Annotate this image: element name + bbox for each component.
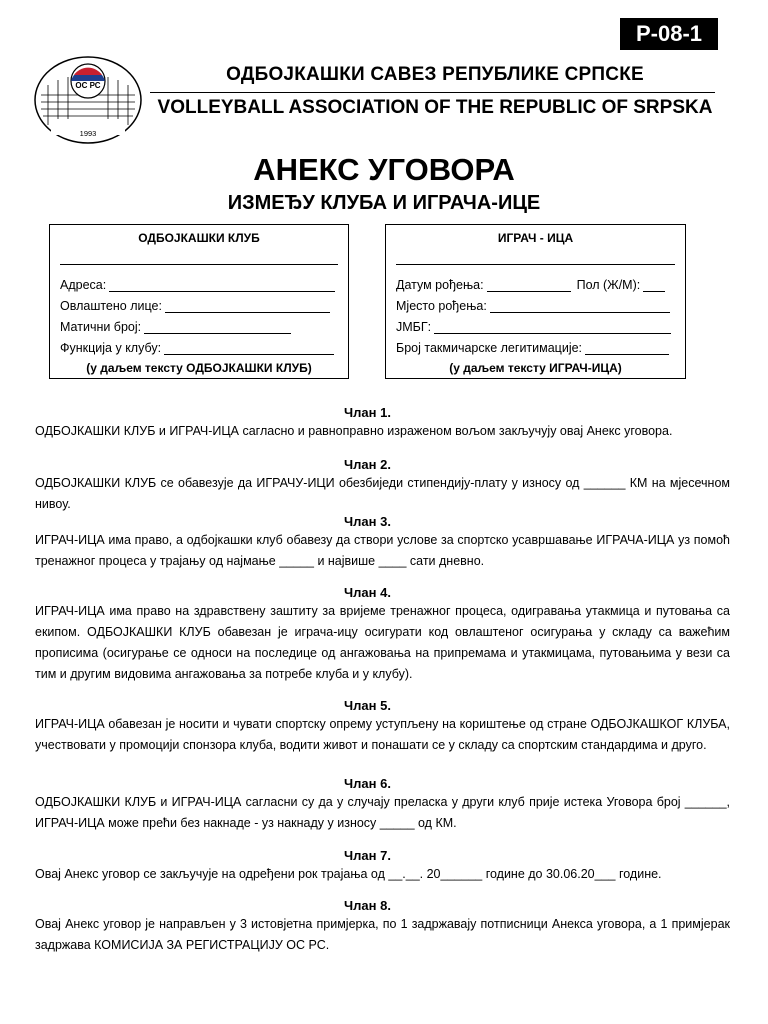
org-name-english: VOLLEYBALL ASSOCIATION OF THE REPUBLIC OF SRPSKA <box>157 97 713 118</box>
article-text: ИГРАЧ-ИЦА обавезан је носити и чувати спортску опрему уступљену на кориштење од стране ОДБОЈКАШКОГ КЛУБА, учествовати у промоцији спонзора клуба, водити живот и понашати се у складу са спортским стандардима и друго. <box>35 717 730 752</box>
club-authorized-person-label: Овлаштено лице: <box>60 299 162 313</box>
logo-year: 1993 <box>79 129 97 138</box>
document-subtitle: ИЗМЕЂУ КЛУБА И ИГРАЧА-ИЦЕ <box>227 192 541 214</box>
player-license-number-label: Број такмичарске легитимације: <box>396 341 583 355</box>
club-name-field[interactable] <box>60 246 338 265</box>
club-address-label: Адреса: <box>60 278 107 292</box>
header-divider <box>150 92 715 93</box>
article-heading: Члан 8. <box>344 898 391 913</box>
club-function-label: Функција у клубу: <box>60 341 162 355</box>
association-logo <box>33 55 143 145</box>
club-box-heading: ОДБОЈКАШКИ КЛУБ <box>138 231 260 245</box>
article-text: ОДБОЈКАШКИ КЛУБ и ИГРАЧ-ИЦА сагласно и равноправно израженом вољом закључују овај Анекс уговора. <box>35 424 673 438</box>
article-heading: Члан 2. <box>344 457 391 472</box>
article-text: ОДБОЈКАШКИ КЛУБ и ИГРАЧ-ИЦА сагласни су да у случају преласка у други клуб прије истека Уговора број ______, ИГРАЧ-ИЦА може прећи без накнаде - уз накнаду у износу _____ од КМ. <box>35 795 730 830</box>
article-6 <box>35 776 730 834</box>
player-birth-place-field[interactable] <box>396 292 675 313</box>
article-text: ИГРАЧ-ИЦА има право, а одбојкашки клуб обавезу да створи услове за спортско усавршавање ИГРАЧА-ИЦА уз помоћ тренажног процеса у трајању од најмање _____ и највише ____ сати дневно. <box>35 533 730 568</box>
article-text: Овај Анекс уговор је направљен у 3 истовјетна примјерка, по 1 задржавају потписници Анекса уговора, а 1 примјерак задржава КОМИСИЈА ЗА РЕГИСТРАЦИЈУ ОС РС. <box>35 917 730 952</box>
player-box-footer: (у даљем тексту ИГРАЧ-ИЦА) <box>449 361 622 375</box>
org-name-serbian: ОДБОЈКАШКИ САВЕЗ РЕПУБЛИКЕ СРПСКЕ <box>226 64 644 85</box>
article-heading: Члан 1. <box>344 405 391 420</box>
player-license-number-field[interactable] <box>396 334 675 355</box>
player-box-heading: ИГРАЧ - ИЦА <box>497 231 574 245</box>
player-info-box <box>385 224 686 379</box>
document-title: АНЕКС УГОВОРА <box>253 152 515 187</box>
article-heading: Члан 4. <box>344 585 391 600</box>
club-authorized-person-field[interactable] <box>60 292 338 313</box>
club-registration-number-field[interactable] <box>60 313 338 334</box>
article-5 <box>35 698 730 756</box>
club-box-footer: (у даљем тексту ОДБОЈКАШКИ КЛУБ) <box>86 361 312 375</box>
form-code-badge: P-08-1 <box>620 18 718 50</box>
article-heading: Члан 6. <box>344 776 391 791</box>
article-heading: Члан 3. <box>344 514 391 529</box>
club-function-field[interactable] <box>60 334 338 355</box>
player-birth-date-label: Датум рођења: <box>396 278 484 292</box>
article-2 <box>35 457 730 515</box>
article-8 <box>35 898 730 956</box>
article-text: Овај Анекс уговор се закључује на одређени рок трајања од __.__. 20______ године до 30.06.20___ године. <box>35 867 662 881</box>
player-jmbg-label: ЈМБГ: <box>396 320 432 334</box>
player-gender-label: Пол (Ж/М): <box>576 278 641 292</box>
club-info-box <box>49 224 349 379</box>
player-gender-field[interactable] <box>643 277 665 292</box>
player-jmbg-field[interactable] <box>396 313 675 334</box>
club-address-field[interactable] <box>60 271 338 292</box>
article-7 <box>35 848 730 885</box>
article-3 <box>35 514 730 572</box>
article-text: ОДБОЈКАШКИ КЛУБ се обавезује да ИГРАЧУ-ИЦИ обезбиједи стипендију-плату у износу од ______ КМ на мјесечном нивоу. <box>35 476 730 511</box>
player-birth-place-label: Мјесто рођења: <box>396 299 487 313</box>
logo-abbreviation: ОС РС <box>75 81 101 90</box>
player-name-field[interactable] <box>396 246 675 265</box>
article-heading: Члан 5. <box>344 698 391 713</box>
article-4 <box>35 585 730 685</box>
article-1 <box>35 405 730 442</box>
article-heading: Члан 7. <box>344 848 391 863</box>
club-registration-number-label: Матични број: <box>60 320 142 334</box>
article-text: ИГРАЧ-ИЦА има право на здравствену заштиту за вријеме тренажног процеса, одигравања утакмица и путовања са екипом. ОДБОЈКАШКИ КЛУБ обавезан је играча-ицу осигурати код овлаштеног осигурања у складу са важећим прописима (осигурање се односи на последице од ангажовања на припремама и утакмицама, путовањима у вези са тим и другим видовима ангажовања за потребе клуба и у клубу). <box>35 604 730 681</box>
player-birth-date-field[interactable] <box>396 271 675 292</box>
